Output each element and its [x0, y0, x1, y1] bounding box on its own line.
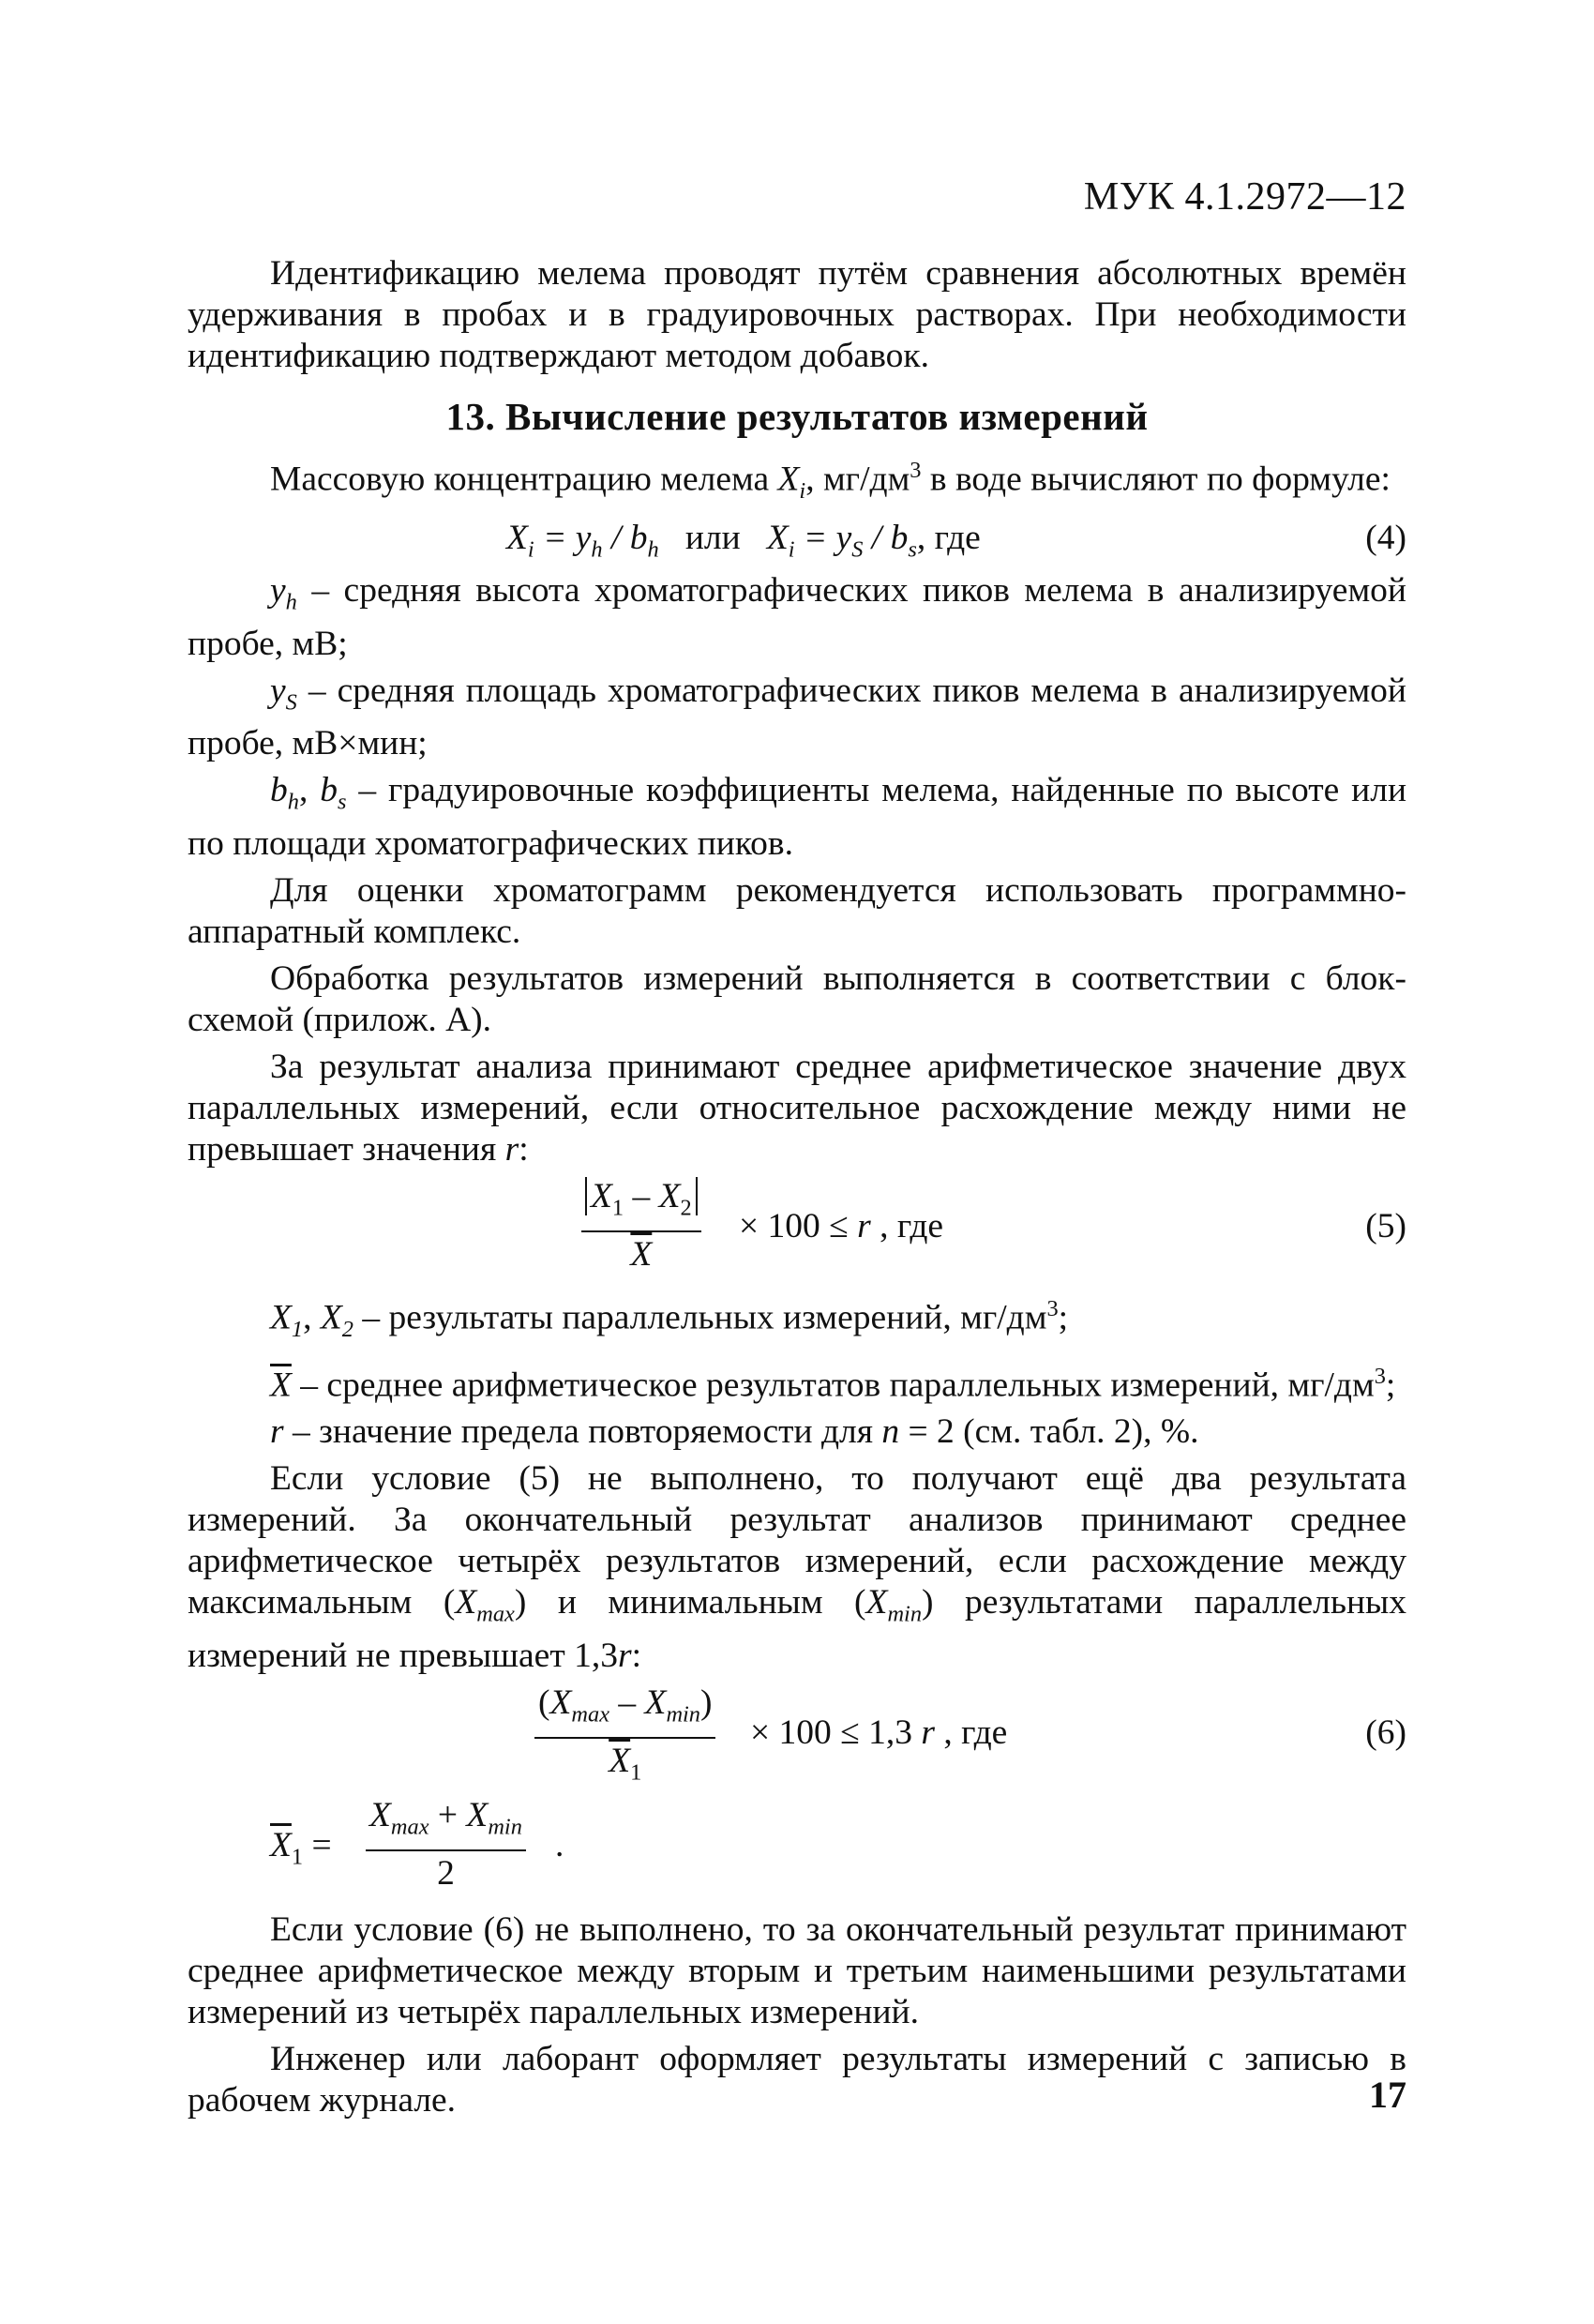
formula-6-tail: × 100 ≤ 1,3 r , где	[750, 1713, 1008, 1752]
formula-4-expression: $X_i = y_h / b_h$ или $X_i = y_S / b_s$, где	[506, 519, 981, 563]
page-number: 17	[1369, 2074, 1406, 2116]
formula-5	[188, 1176, 1406, 1279]
paragraph-result: За результат анализа принимают среднее арифметическое значение двух параллельных измерений, если относительное расхождение между ними не превышает значения r:	[188, 1047, 1406, 1169]
section-title: 13. Вычисление результатов измерений	[445, 395, 1149, 438]
formula-mean-x1	[188, 1795, 1406, 1898]
document-code: МУК 4.1.2972—12	[1083, 175, 1406, 219]
definition-r: r – значение предела повторяемости для n = 2 (см. табл. 2), %.	[270, 1412, 1199, 1451]
paragraph-concentration: Массовую концентрацию мелема $X_i$, $мг/дм^3$ в воде вычисляют по формуле:	[270, 458, 1391, 504]
formula-6-number: (6)	[1365, 1713, 1406, 1752]
definition-ys: $y_S$ – средняя площадь хроматографических пиков мелема в анализируемой пробе, мВ×мин;	[188, 671, 1406, 762]
formula-4	[188, 518, 1406, 563]
formula-6-fraction: $(X_{max} - X_{min})$ $\overline{X}_1$	[534, 1683, 715, 1794]
paragraph-software: Для оценки хроматограмм рекомендуется использовать программно-аппаратный комплекс.	[188, 870, 1406, 951]
formula-5-tail: × 100 ≤ r , где	[739, 1206, 944, 1245]
definition-xbar: $\overline{X}$ – среднее арифметическое результатов параллельных измерений, $мг/дм^3$;	[270, 1363, 1396, 1404]
formula-mean-x1-fraction: $X_{max} + X_{min}$ 2	[366, 1795, 526, 1895]
definition-x1-x2: $X_1$, $X_2$ – результаты параллельных измерений, $мг/дм^3$;	[270, 1295, 1069, 1342]
page-content	[188, 253, 1406, 2127]
formula-6	[188, 1683, 1406, 1786]
paragraph-condition-6: Если условие (6) не выполнено, то за окончательный результат принимают среднее арифметическое между вторым и третьим наименьшими результатами измерений из четырёх параллельных измерений.	[188, 1909, 1406, 2031]
definition-yh: $y_h$ – средняя высота хроматографических пиков мелема в анализируемой пробе, мВ;	[188, 571, 1406, 663]
paragraph-processing: Обработка результатов измерений выполняется в соответствии с блок-схемой (прилож. А).	[188, 958, 1406, 1039]
paragraph-identification: Идентификацию мелема проводят путём сравнения абсолютных времён удерживания в пробах и в градуировочных растворах. При необходимости идентификацию подтверждают методом добавок.	[188, 254, 1406, 375]
formula-mean-x1-end: .	[555, 1825, 564, 1864]
definition-b: $b_h$, $b_s$ – градуировочные коэффициенты мелема, найденные по высоте или по площади хроматографических пиков.	[188, 771, 1407, 863]
formula-mean-x1-lhs: $\overline{X}_1$ =	[270, 1825, 332, 1869]
formula-5-number: (5)	[1365, 1206, 1406, 1245]
formula-5-fraction: $\frac{X_1 - X_2}{X}$	[581, 1176, 701, 1276]
paragraph-condition-5: Если условие (5) не выполнено, то получают ещё два результата измерений. За окончательный результат анализов принимают среднее арифметическое четырёх результатов измерений, если расхождение между максимальным $(X_{max})$ и минимальным $(X_{min})$ результатами параллельных измерений не превышает 1,3r:	[188, 1459, 1406, 1675]
formula-4-number: (4)	[1365, 519, 1406, 557]
paragraph-journal: Инженер или лаборант оформляет результаты измерений с записью в рабочем журнале.	[188, 2039, 1406, 2120]
